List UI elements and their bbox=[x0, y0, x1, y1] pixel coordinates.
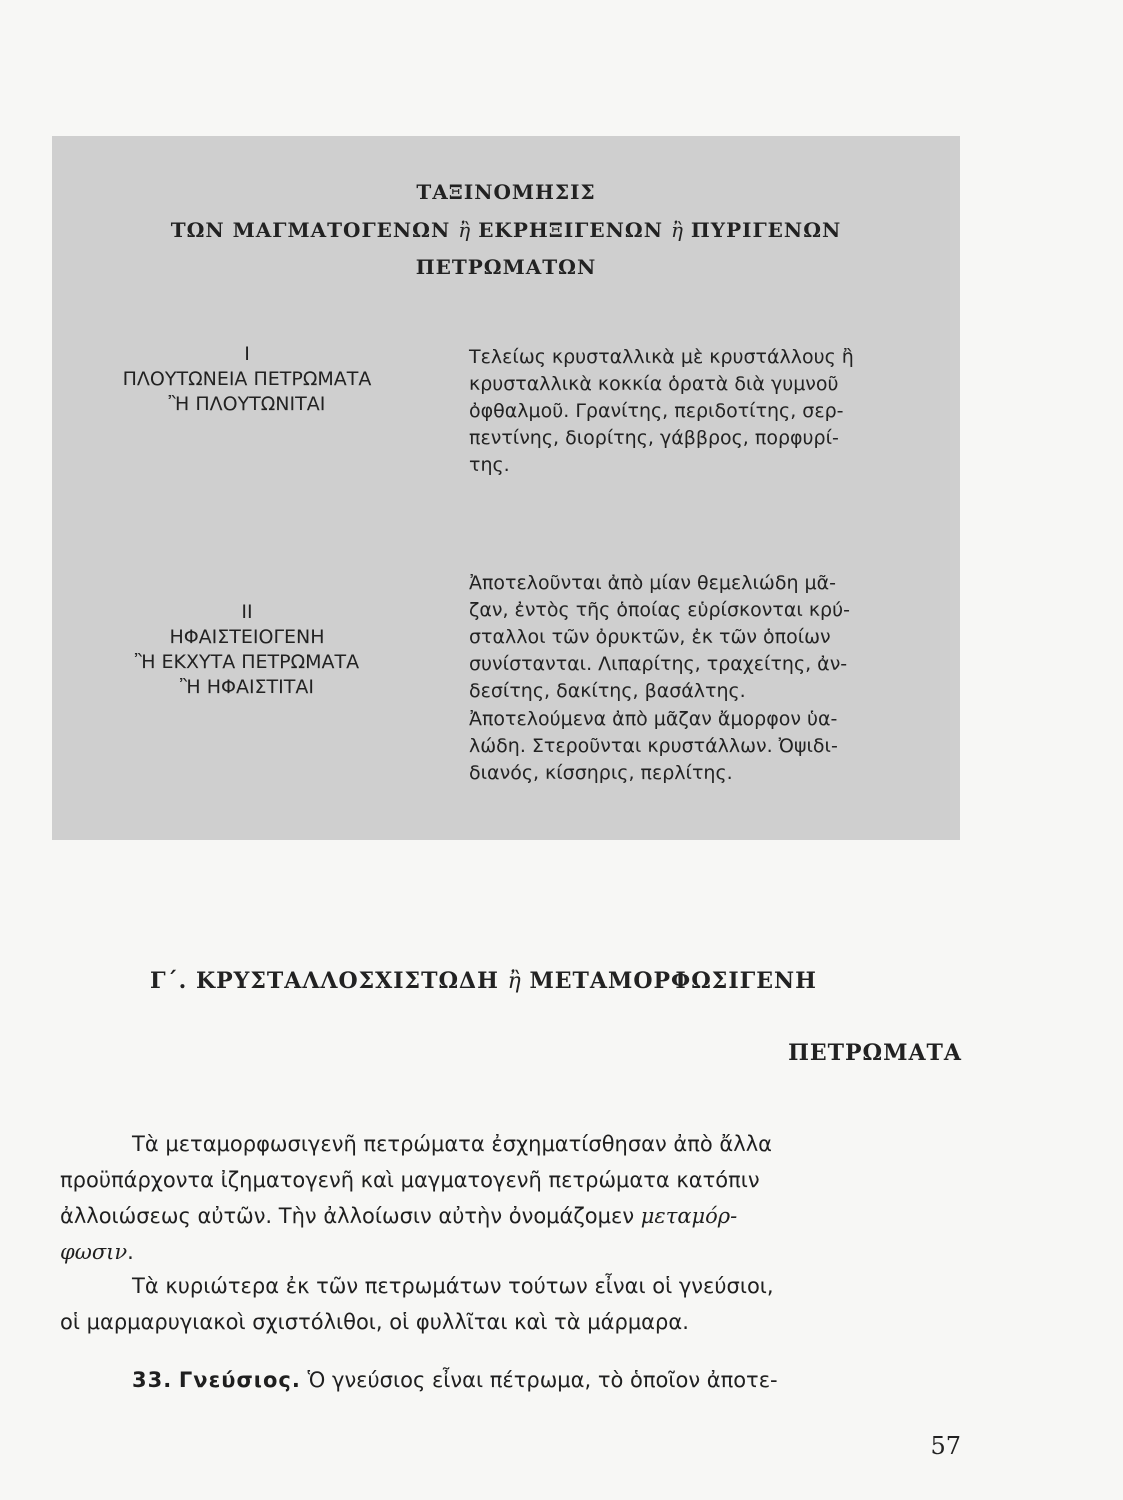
para-line: Ὁ γνεύσιος εἶναι πέτρωμα, τὸ ὁποῖον ἀποτε- bbox=[307, 1368, 778, 1392]
term-heading: Γνεύσιος. bbox=[178, 1368, 301, 1392]
group2-name3: Ἢ ΗΦΑΙΣΤΙΤΑΙ bbox=[180, 676, 314, 698]
desc-line: λώδη. Στεροῦνται κρυστάλλων. Ὀψιδι- bbox=[469, 735, 838, 757]
box-title-line1: ΤΑΞΙΝΟΜΗΣΙΣ bbox=[416, 180, 596, 204]
title-magmatic: ΤΩΝ ΜΑΓΜΑΤΟΓΕΝΩΝ bbox=[170, 218, 451, 242]
desc-line: διανός, κίσσηρις, περλίτης. bbox=[469, 762, 733, 784]
desc-line: ζαν, ἐντὸς τῆς ὁποίας εὑρίσκονται κρύ- bbox=[469, 599, 850, 621]
para-end: . bbox=[127, 1240, 134, 1264]
section-title-b: ΜΕΤΑΜΟΡΦΩΣΙΓΕΝΗ bbox=[529, 968, 817, 994]
group1-name1: ΠΛΟΥΤΩΝΕΙΑ ΠΕΤΡΩΜΑΤΑ bbox=[122, 368, 372, 390]
box-title-line2 bbox=[52, 218, 960, 242]
desc-line: κρυσταλλικὰ κοκκία ὁρατὰ διὰ γυμνοῦ bbox=[469, 373, 839, 395]
section-prefix: Γ΄. bbox=[150, 968, 188, 994]
classification-box bbox=[52, 136, 960, 840]
para-line: Τὰ μεταμορφωσιγενῆ πετρώματα ἐσχηματίσθησαν ἀπὸ ἄλλα bbox=[132, 1132, 772, 1156]
group2-label bbox=[72, 600, 422, 700]
desc-line: Ἀποτελούμενα ἀπὸ μᾶζαν ἄμορφον ὑα- bbox=[469, 708, 838, 730]
italic-term: φωσιν bbox=[60, 1240, 128, 1264]
paragraph-3 bbox=[60, 1362, 962, 1398]
para-line: προϋπάρχοντα ἰζηματογενῆ καὶ μαγματογενῆ πετρώματα κατόπιν bbox=[60, 1168, 760, 1192]
section-heading bbox=[150, 968, 962, 994]
group2-description-b bbox=[469, 706, 949, 787]
group1-description bbox=[469, 344, 949, 479]
group2-name1: ΗΦΑΙΣΤΕΙΟΓΕΝΗ bbox=[169, 626, 325, 648]
group1-label bbox=[72, 342, 422, 417]
para-line: Τὰ κυριώτερα ἐκ τῶν πετρωμάτων τούτων εἶναι οἱ γνεύσιοι, bbox=[132, 1274, 774, 1298]
paragraph-2 bbox=[60, 1268, 962, 1340]
desc-line: ὀφθαλμοῦ. Γρανίτης, περιδοτίτης, σερ- bbox=[469, 400, 844, 422]
group1-name2: Ἢ ΠΛΟΥΤΩΝΙΤΑΙ bbox=[168, 393, 326, 415]
section-number: 33. bbox=[132, 1368, 173, 1392]
italic-term: μεταμόρ- bbox=[640, 1204, 738, 1228]
desc-line: συνίστανται. Λιπαρίτης, τραχείτης, ἀν- bbox=[469, 653, 848, 675]
para-line: ἀλλοιώσεως αὐτῶν. Τὴν ἀλλοίωσιν αὐτὴν ὀνομάζομεν bbox=[60, 1204, 635, 1228]
desc-line: Ἀποτελοῦνται ἀπὸ μίαν θεμελιώδη μᾶ- bbox=[469, 572, 837, 594]
group2-numeral: II bbox=[241, 601, 253, 623]
title-eruptive: ΕΚΡΗΞΙΓΕΝΩΝ bbox=[478, 218, 663, 242]
desc-line: δεσίτης, δακίτης, βασάλτης. bbox=[469, 680, 746, 702]
group1-numeral: I bbox=[244, 343, 250, 365]
para-line: οἱ μαρμαρυγιακοὶ σχιστόλιθοι, οἱ φυλλῖται καὶ τὰ μάρμαρα. bbox=[60, 1310, 689, 1334]
section-heading-line2: ΠΕΤΡΩΜΑΤΑ bbox=[788, 1040, 962, 1066]
desc-line: Τελείως κρυσταλλικὰ μὲ κρυστάλλους ἢ bbox=[469, 346, 854, 368]
desc-line: πεντίνης, διορίτης, γάββρος, πορφυρί- bbox=[469, 427, 839, 449]
box-title-line3: ΠΕΤΡΩΜΑΤΩΝ bbox=[415, 255, 597, 279]
paragraph-1 bbox=[60, 1126, 962, 1270]
title-igneous: ΠΥΡΙΓΕΝΩΝ bbox=[690, 218, 842, 242]
page-number: 57 bbox=[930, 1432, 961, 1460]
section-or: ἢ bbox=[507, 969, 521, 994]
desc-line: σταλλοι τῶν ὀρυκτῶν, ἐκ τῶν ὁποίων bbox=[469, 626, 831, 648]
group2-description-a bbox=[469, 570, 949, 705]
title-or-1: ἢ bbox=[458, 218, 471, 242]
group2-name2: Ἢ ΕΚΧΥΤΑ ΠΕΤΡΩΜΑΤΑ bbox=[134, 651, 360, 673]
section-title-a: ΚΡΥΣΤΑΛΛΟΣΧΙΣΤΩΔΗ bbox=[195, 968, 499, 994]
title-or-2: ἢ bbox=[670, 218, 683, 242]
desc-line: της. bbox=[469, 454, 510, 476]
